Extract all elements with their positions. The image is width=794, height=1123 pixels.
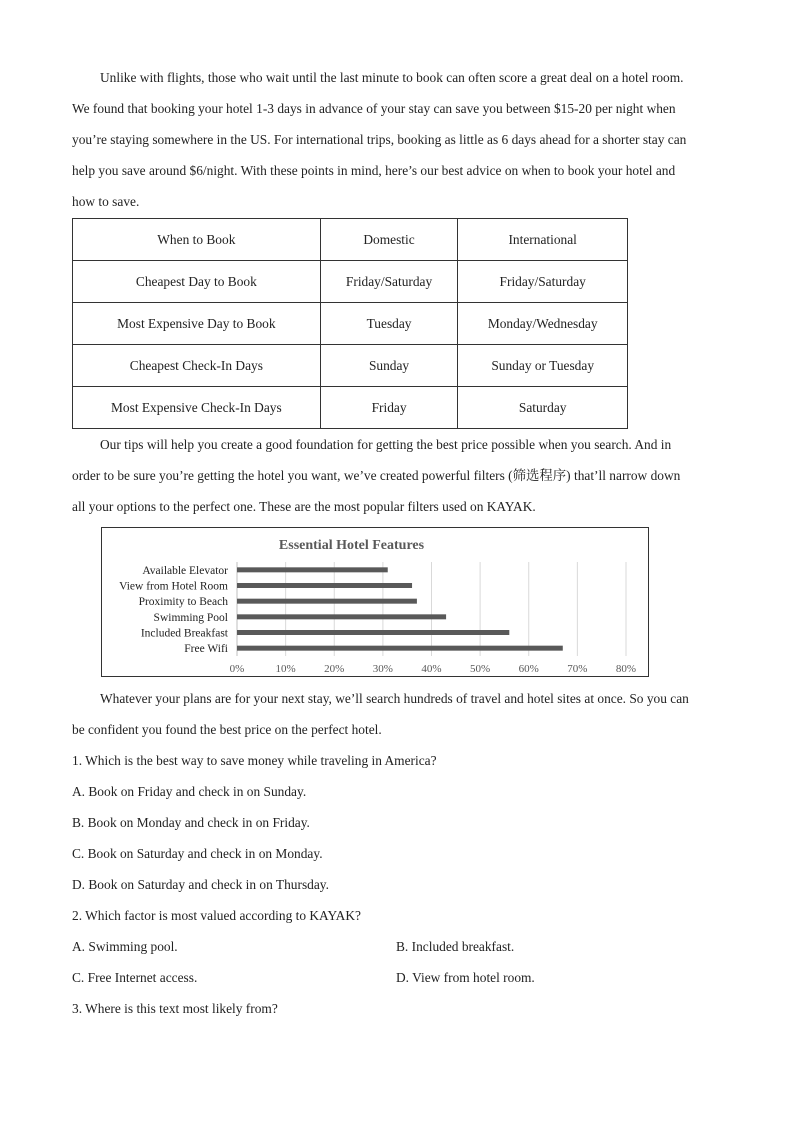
bar [237, 567, 388, 572]
table-row [73, 303, 628, 345]
booking-schedule-table [72, 218, 628, 429]
table-cell: Sunday [320, 345, 458, 387]
table-cell: Friday/Saturday [458, 261, 628, 303]
table-cell: Tuesday [320, 303, 458, 345]
category-label: Proximity to Beach [138, 596, 228, 609]
category-label: Swimming Pool [153, 611, 228, 624]
table-row [73, 261, 628, 303]
x-tick-label: 0% [229, 663, 245, 675]
table-header-cell: When to Book [73, 219, 321, 261]
table-cell: Friday/Saturday [320, 261, 458, 303]
x-tick-label: 50% [470, 663, 491, 675]
question-1-option-d: D. Book on Saturday and check in on Thursday. [72, 877, 329, 892]
x-tick-label: 70% [567, 663, 588, 675]
question-2-options-row-1 [72, 931, 722, 962]
question-2-option-a: A. Swimming pool. [72, 939, 178, 954]
table-row [73, 345, 628, 387]
table-cell: Friday [320, 387, 458, 429]
hotel-features-chart [101, 527, 649, 677]
bar [237, 599, 417, 604]
table-cell: Cheapest Day to Book [73, 261, 321, 303]
table-cell: Most Expensive Check-In Days [73, 387, 321, 429]
question-3: 3. Where is this text most likely from? [72, 1001, 278, 1016]
question-1-option-a: A. Book on Friday and check in on Sunday. [72, 784, 307, 799]
tips-line-2: order to be sure you’re getting the hotel you want, we’ve created powerful filters (筛选程序) that’ll narrow down [72, 468, 681, 483]
table-cell: Monday/Wednesday [458, 303, 628, 345]
x-tick-label: 10% [275, 663, 296, 675]
table-cell: Cheapest Check-In Days [73, 345, 321, 387]
intro-line-2: We found that booking your hotel 1-3 days in advance of your stay can save you between $15-20 per night when [72, 101, 676, 116]
table-cell: Sunday or Tuesday [458, 345, 628, 387]
table-cell: Most Expensive Day to Book [73, 303, 321, 345]
x-tick-label: 40% [421, 663, 442, 675]
x-tick-label: 60% [518, 663, 539, 675]
table-header-cell: International [458, 219, 628, 261]
tips-line-3: all your options to the perfect one. These are the most popular filters used on KAYAK. [72, 499, 536, 514]
x-tick-label: 20% [324, 663, 345, 675]
question-2: 2. Which factor is most valued according to KAYAK? [72, 908, 361, 923]
question-2-option-c: C. Free Internet access. [72, 970, 198, 985]
x-tick-label: 30% [372, 663, 393, 675]
document-page [72, 62, 722, 1024]
bar [237, 630, 509, 635]
category-label: Included Breakfast [140, 627, 228, 640]
table-row [73, 387, 628, 429]
bar [237, 614, 446, 619]
bar [237, 583, 412, 588]
intro-line-1: Unlike with flights, those who wait until the last minute to book can often score a great deal on a hotel room. [100, 70, 684, 85]
chart-title: Essential Hotel Features [278, 538, 425, 553]
table-header-cell: Domestic [320, 219, 458, 261]
question-1-option-c: C. Book on Saturday and check in on Monday. [72, 846, 323, 861]
intro-line-5: how to save. [72, 194, 140, 209]
table-cell: Saturday [458, 387, 628, 429]
closing-line-2: be confident you found the best price on the perfect hotel. [72, 722, 382, 737]
x-tick-label: 80% [615, 663, 637, 675]
question-2-option-d: D. View from hotel room. [396, 970, 535, 985]
table-header-row [73, 219, 628, 261]
category-label: Available Elevator [142, 564, 228, 577]
question-2-option-b: B. Included breakfast. [396, 939, 515, 954]
question-2-options-row-2 [72, 962, 722, 993]
intro-line-4: help you save around $6/night. With these points in mind, here’s our best advice on when to book your hotel and [72, 163, 676, 178]
question-1-option-b: B. Book on Monday and check in on Friday. [72, 815, 310, 830]
tips-line-1: Our tips will help you create a good foundation for getting the best price possible when you search. And in [100, 437, 672, 452]
closing-line-1: Whatever your plans are for your next stay, we’ll search hundreds of travel and hotel sites at once. So you can [100, 691, 689, 706]
intro-line-3: you’re staying somewhere in the US. For international trips, booking as little as 6 days ahead for a shorter stay can [72, 132, 687, 147]
category-label: Free Wifi [184, 643, 228, 656]
chart-canvas [102, 528, 648, 676]
question-1: 1. Which is the best way to save money while traveling in America? [72, 753, 437, 768]
bar [237, 646, 563, 651]
category-label: View from Hotel Room [119, 580, 228, 593]
